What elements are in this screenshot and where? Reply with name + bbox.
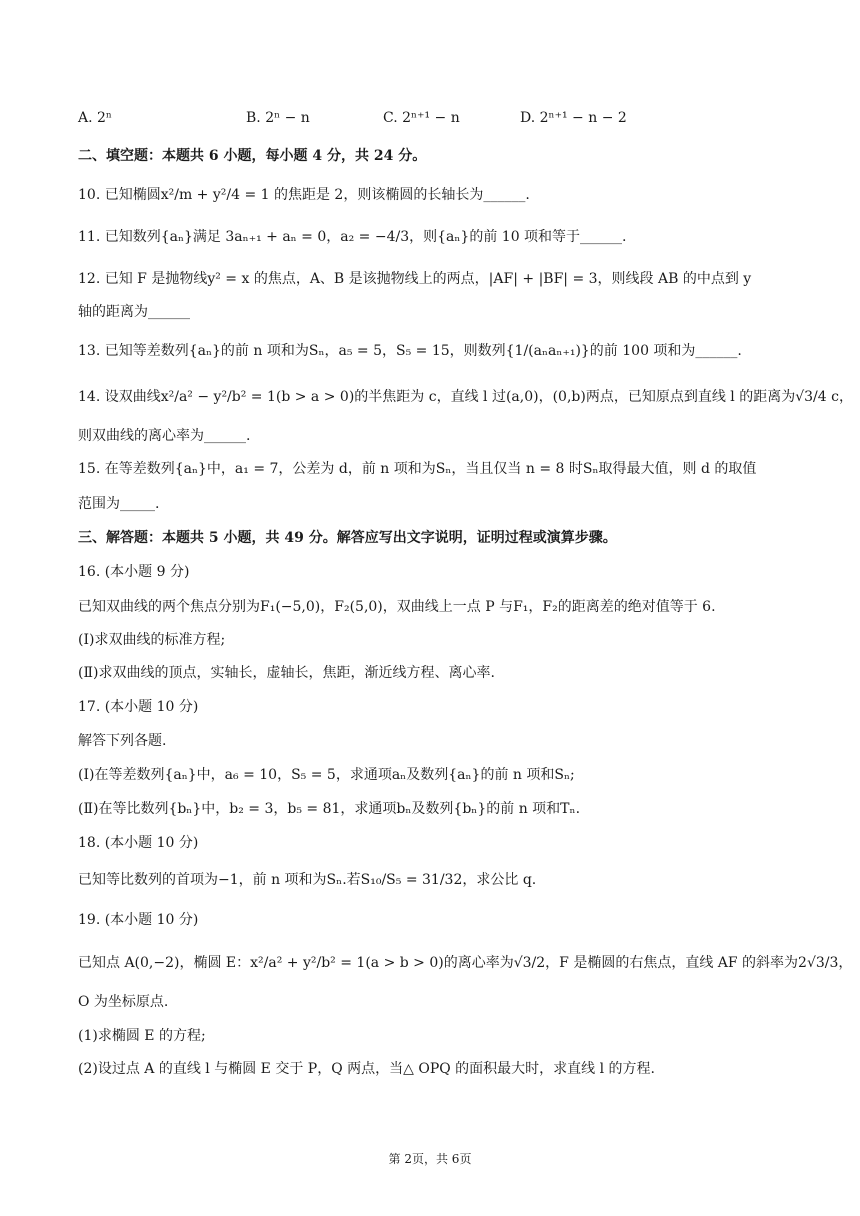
question-16-part2: (Ⅱ)求双曲线的顶点，实轴长，虚轴长，焦距，渐近线方程、离心率. xyxy=(78,665,495,681)
question-12-line1: 12. 已知 F 是抛物线y² = x 的焦点，A、B 是该抛物线上的两点，|AF| + |BF| = 3，则线段 AB 的中点到 y xyxy=(78,271,752,287)
question-19-stem-line1: 已知点 A(0,−2)，椭圆 E：x²/a² + y²/b² = 1(a > b > 0)的离心率为√3/2，F 是椭圆的右焦点，直线 AF 的斜率为2√3/3， xyxy=(78,955,853,971)
section3-header: 三、解答题：本题共 5 小题，共 49 分。解答应写出文字说明，证明过程或演算步骤。 xyxy=(78,530,617,546)
question-17-part2: (Ⅱ)在等比数列{bₙ}中，b₂ = 3，b₅ = 81，求通项bₙ及数列{bₙ}的前 n 项和Tₙ. xyxy=(78,801,581,817)
choice-d: D. 2ⁿ⁺¹ − n − 2 xyxy=(520,110,627,126)
question-10: 10. 已知椭圆x²/m + y²/4 = 1 的焦距是 2，则该椭圆的长轴长为______. xyxy=(78,187,530,203)
question-14-line2: 则双曲线的离心率为______. xyxy=(78,428,251,444)
question-19-part1: (1)求椭圆 E 的方程; xyxy=(78,1028,206,1044)
choice-a: A. 2ⁿ xyxy=(78,110,112,126)
question-13: 13. 已知等差数列{aₙ}的前 n 项和为Sₙ，a₅ = 5，S₅ = 15，则数列{1/(aₙaₙ₊₁)}的前 100 项和为______. xyxy=(78,343,742,359)
question-16-part1: (Ⅰ)求双曲线的标准方程; xyxy=(78,632,226,648)
question-17-part1: (Ⅰ)在等差数列{aₙ}中，a₆ = 10，S₅ = 5，求通项aₙ及数列{aₙ}的前 n 项和Sₙ; xyxy=(78,767,575,783)
question-19-part2: (2)设过点 A 的直线 l 与椭圆 E 交于 P，Q 两点，当△ OPQ 的面积最大时，求直线 l 的方程. xyxy=(78,1061,656,1077)
question-16-title: 16. (本小题 9 分) xyxy=(78,564,190,580)
question-15-line1: 15. 在等差数列{aₙ}中，a₁ = 7，公差为 d，前 n 项和为Sₙ，当且仅当 n = 8 时Sₙ取得最大值，则 d 的取值 xyxy=(78,461,757,477)
answer-choices xyxy=(78,110,782,132)
choice-b: B. 2ⁿ − n xyxy=(246,110,310,126)
section2-header: 二、填空题：本题共 6 小题，每小题 4 分，共 24 分。 xyxy=(78,148,427,164)
question-16-stem: 已知双曲线的两个焦点分别为F₁(−5,0)，F₂(5,0)，双曲线上一点 P 与F₁，F₂的距离差的绝对值等于 6. xyxy=(78,599,716,615)
question-19-title: 19. (本小题 10 分) xyxy=(78,912,199,928)
question-18-stem: 已知等比数列的首项为−1，前 n 项和为Sₙ.若S₁₀/S₅ = 31/32，求公比 q. xyxy=(78,872,537,888)
question-11: 11. 已知数列{aₙ}满足 3aₙ₊₁ + aₙ = 0，a₂ = −4/3，则{aₙ}的前 10 项和等于______. xyxy=(78,229,627,245)
question-14-line1: 14. 设双曲线x²/a² − y²/b² = 1(b > a > 0)的半焦距为 c，直线 l 过(a,0)，(0,b)两点，已知原点到直线 l 的距离为√3/4 c， xyxy=(78,389,853,405)
question-15-line2: 范围为_____. xyxy=(78,496,160,512)
question-19-stem-line2: O 为坐标原点. xyxy=(78,994,169,1010)
page-number-footer: 第 2页，共 6页 xyxy=(388,1152,472,1166)
question-17-title: 17. (本小题 10 分) xyxy=(78,699,199,715)
question-12-line2: 轴的距离为______ xyxy=(78,304,190,320)
question-18-title: 18. (本小题 10 分) xyxy=(78,835,199,851)
question-17-stem: 解答下列各题. xyxy=(78,733,167,749)
choice-c: C. 2ⁿ⁺¹ − n xyxy=(383,110,460,126)
